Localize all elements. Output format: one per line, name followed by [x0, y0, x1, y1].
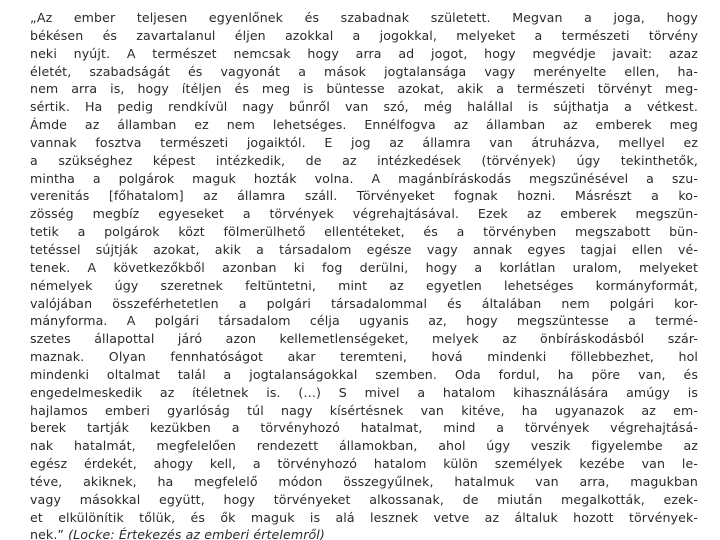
text-line: et elkülönítik tőlük, és ők maguk is alá lesznek vetve az általuk hozott törvények-: [30, 509, 698, 525]
text-line: békésen és zavartalanul éljen azokkal a jogokkal, melyeket a természeti törvény: [30, 27, 698, 43]
text-line: vannak fosztva természeti jogaiktól. E jog az államra van átruházva, mellyel ez: [30, 134, 698, 150]
citation: (Locke: Értekezés az emberi értelemről): [68, 527, 325, 540]
text-line: maznak. Olyan fennhatóságot akar teremteni, hová mindenki föllebbezhet, hol: [30, 349, 698, 365]
quote-ending: nek.”: [30, 527, 65, 540]
text-line: verenitás [főhatalom] az államra száll. Törvényeket fognak hozni. Másrészt a ko-: [30, 188, 698, 204]
text-line: neki nyújt. A természet nemcsak hogy arra ad jogot, hogy megvédje javait: azaz: [30, 45, 698, 61]
text-line: tetik a polgárok közt fölmerülhető ellentéteket, és a törvényben megszabott bün-: [30, 224, 698, 240]
text-line: téve, akiknek, ha megfelelő módon összegyűlnek, hatalmuk van arra, magukban: [30, 473, 698, 489]
text-line: nem arra is, hogy ítéljen és meg is büntesse azokat, akik a természeti törvényt meg-: [30, 81, 698, 97]
text-line: engedelmeskedik az ítéletnek is. (…) S mivel a hatalom kihasználására amúgy is: [30, 384, 698, 400]
text-line: mindenki oltalmat talál a jogtalanságokkal szemben. Oda fordul, ha pöre van, és: [30, 366, 698, 382]
text-line: életét, szabadságát és vagyonát a mások jogtalansága vagy merényelte ellen, ha-: [30, 63, 698, 79]
text-line: vagy másokkal együtt, hogy törvényeket alkossanak, de miután megalkották, ezek-: [30, 491, 698, 507]
text-line: mányforma. A polgári társadalom célja ugyanis az, hogy megszüntesse a termé-: [30, 313, 698, 329]
text-line: egész érdekét, ahogy kell, a törvényhozó hatalom külön személyek kezébe van le-: [30, 456, 698, 472]
text-line: valójában összeférhetetlen a polgári társadalommal és általában nem polgári kor-: [30, 295, 698, 311]
text-line-last: [30, 526, 698, 540]
text-line: némelyek úgy szeretnek feltüntetni, mint az egyetlen lehetséges kormányformát,: [30, 277, 698, 293]
text-line: mintha a polgárok maguk hozták volna. A magánbíráskodás megszűnésével a szu-: [30, 170, 698, 186]
text-line: nak hatalmát, megfelelően rendezett államokban, ahol úgy veszik figyelembe az: [30, 438, 698, 454]
text-line: „Az ember teljesen egyenlőnek és szabadnak született. Megvan a joga, hogy: [30, 10, 698, 25]
text-line: sértik. Ha pedig rendkívül nagy bűnről van szó, még halállal is sújthatja a vétkest.: [30, 99, 698, 115]
text-line: szetes állapottal járó azon kellemetlenségeket, melyek az önbíráskodásból szár-: [30, 331, 698, 347]
text-line: a szükséghez képest intézkedik, de az intézkedések (törvények) úgy tekinthetők,: [30, 152, 698, 168]
text-line: hajlamos emberi gyarlóság túl nagy kísértésnek van kitéve, ha ugyanazok az em-: [30, 402, 698, 418]
text-line: zösség megbíz egyeseket a törvények végrehajtásával. Ezek az emberek megszün-: [30, 206, 698, 222]
text-line: tetéssel sújtják azokat, akik a társadalom egésze vagy annak egyes tagjai ellen vé-: [30, 241, 698, 257]
text-line: Ámde az államban ez nem lehetséges. Ennélfogva az államban az emberek meg: [30, 117, 698, 133]
quote-text-block: [30, 9, 698, 540]
text-line: tenek. A következőkből azonban ki fog derülni, hogy a korlátlan uralom, melyeket: [30, 259, 698, 275]
text-line: berek tartják kezükben a törvényhozó hatalmat, mind a törvények végrehajtásá-: [30, 420, 698, 436]
